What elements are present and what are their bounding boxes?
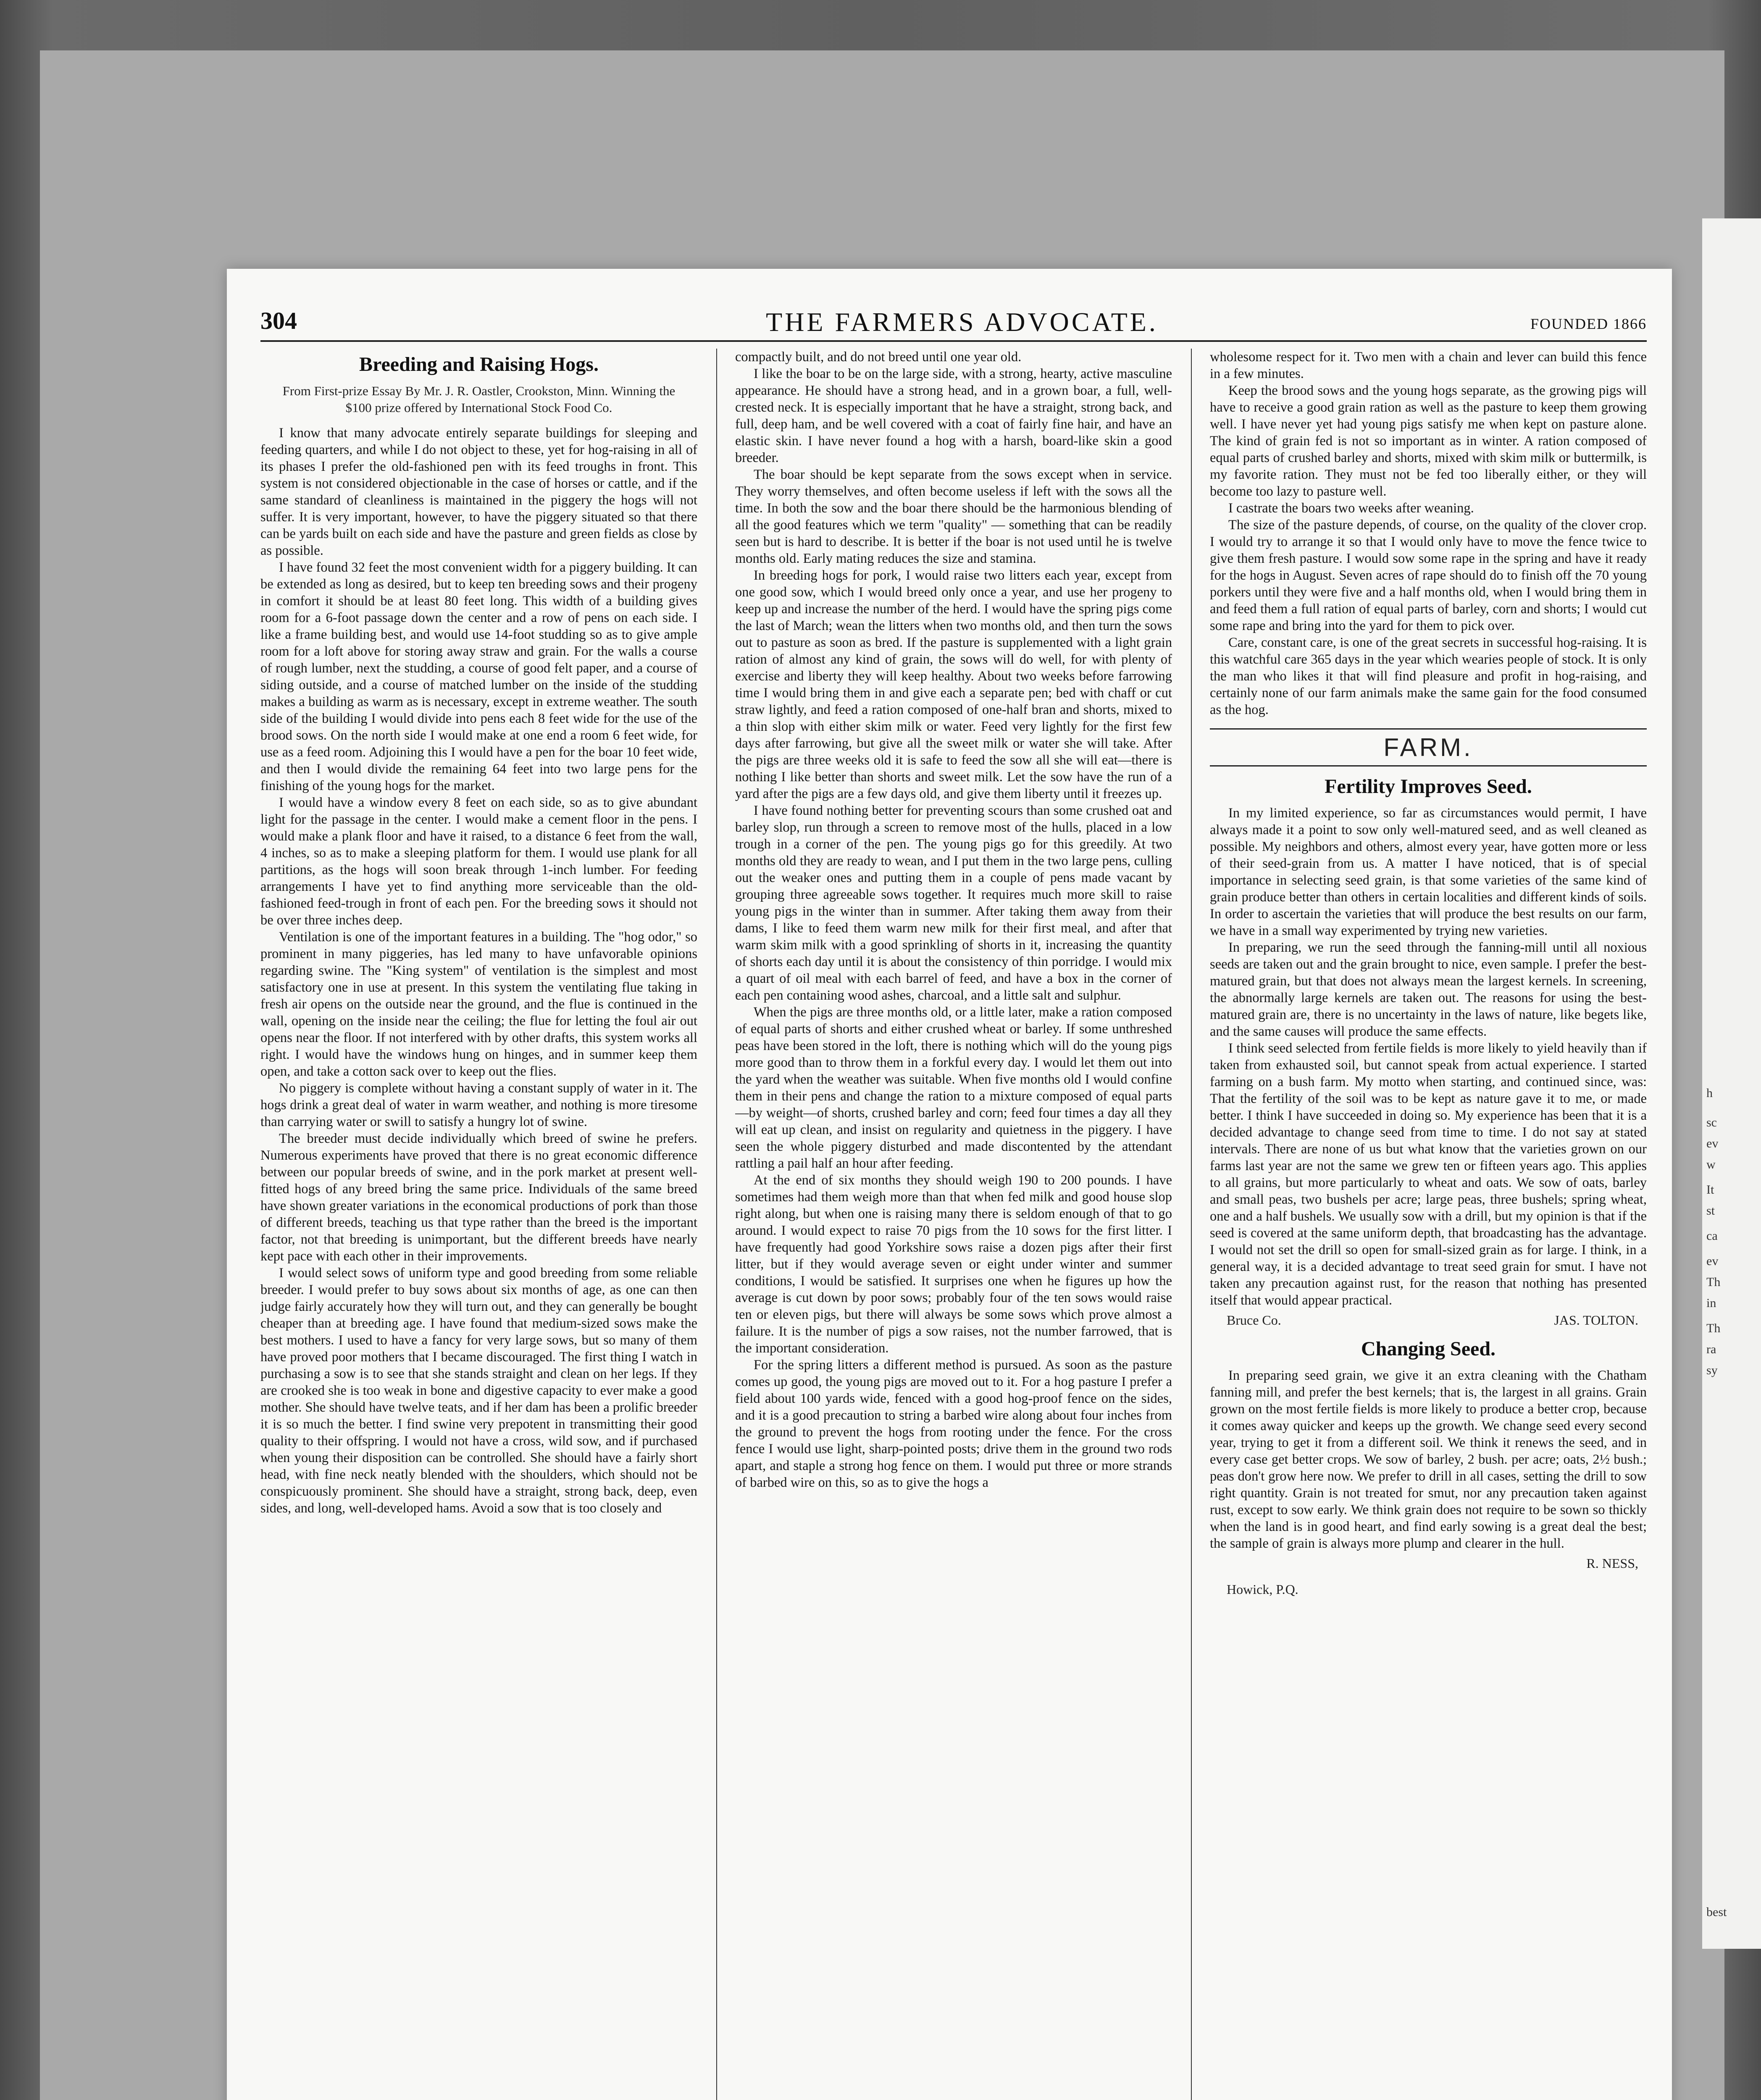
edge-fragment: It <box>1706 1183 1714 1197</box>
paragraph: No piggery is complete without having a constant supply of water in it. The hogs drink a great deal of water in warm weather, and nothing is more tiresome than carrying water or swill to satisfy a hungry lot of swine. <box>260 1081 697 1129</box>
edge-fragment: ev <box>1706 1254 1719 1268</box>
paragraph: I like the boar to be on the large side, with a strong, hearty, active masculine appearance. He should have a strong head, and in a grown boar, a full, well-crested neck. It is especially important that he have a straight, strong back, and full, deep ham, and be well covered with a coat of fairly fine hair, and have an elastic skin. I have never found a hog with a harsh, board-like skin a good breeder. <box>735 366 1172 465</box>
edge-fragment: Th <box>1706 1321 1721 1335</box>
article-headline: Fertility Improves Seed. <box>1325 775 1532 798</box>
article-headline: Breeding and Raising Hogs. <box>359 353 599 375</box>
paragraph: I have found 32 feet the most convenient width for a piggery building. It can be extended as long as desired, but to keep ten breeding sows and their progeny in comfort it should be at least 80 feet long. This width of a building gives room for a 6-foot passage down the center and a row of pens on each side. I like a frame building best, and would use 14-foot studding so as to give ample room for a loft above for storing away straw and grain. For the walls a course of rough lumber, next the studding, a course of good felt paper, and a course of siding outside, and a course of matched lumber on the inside of the studding makes a building as warm as is necessary, except in extreme weather. The south side of the building I would divide into pens each 8 feet wide for the use of the brood sows. On the north side I would make at one end a room 6 feet wide, for use as a feed room. Adjoining this I would have a pen for the boar 10 feet wide, and then I would divide the remaining 64 feet into two large pens for the finishing of the young hogs for the market. <box>260 560 697 793</box>
signature-name: JAS. TOLTON. <box>1554 1312 1638 1328</box>
paragraph: At the end of six months they should weigh 190 to 200 pounds. I have sometimes had them weigh more than that when fed milk and good house slop right along, but when one is raising many there is seldom enough of that to go around. I would expect to raise 70 pigs from the 10 sows for the first litter. I have frequently had good Yorkshire sows raise a dozen pigs after their first litter, but if they would average seven or eight under winter and summer conditions, I would be satisfied. It surprises one when he figures up how the average is cut down by poor sows; probably four of the ten sows would raise ten or eleven pigs, but there will always be some sows which prove almost a failure. It is the number of pigs a sow raises, not the number farrowed, that is the important consideration. <box>735 1173 1172 1356</box>
paragraph: For the spring litters a different method is pursued. As soon as the pasture comes up good, the young pigs are moved out to it. For a hog pasture I prefer a field about 100 yards wide, fenced with a good hog-proof fence on the sides, and it is a good precaution to string a barbed wire along about four inches from the ground to prevent the hogs from rooting under the fence. For the cross fence I would use light, sharp-pointed posts; drive them in the ground two rods apart, and staple a strong hog fence on them. I would put three or more strands of barbed wire on this, so as to give the hogs a <box>735 1357 1172 1490</box>
paragraph: In my limited experience, so far as circumstances would permit, I have always made it a point to sow only well-matured seed, and as well cleaned as possible. My neighbors and others, almost every year, have gotten more or less of their seed-grain from us. A matter I have noticed, that is of special importance in selecting seed grain, is that some varieties of the same kind of grain produce better than others in certain localities and different kinds of soils. In order to ascertain the varieties that will produce the best results on our farm, we have in a small way experimented by trying new varieties. <box>1210 806 1647 938</box>
paragraph: In breeding hogs for pork, I would raise two litters each year, except from one good sow, which I would breed only once a year, and use her progeny to keep up and increase the number of the herd. I would have the spring pigs come the last of March; wean the litters when two months old, and then turn the sows out to pasture as soon as bred. If the pasture is supplemented with a light grain ration of almost any kind of grain, the sows will do well, for with plenty of exercise and liberty they will keep healthy. About two weeks before farrowing time I would bring them in and give each a separate pen; bed with chaff or cut straw lightly, and feed a ration composed of one-half bran and shorts, mixed to a thin slop with either skim milk or water. Feed very lightly for the first few days after farrowing, but give all the sweet milk or water she will take. After the pigs are three weeks old it is safe to feed the sow all she will eat—there is nothing I like better than shorts and sweet milk. Let the sow have the run of a yard after the pigs are a few days old, and give them liberty until it freezes up. <box>735 568 1172 801</box>
column-rule <box>716 349 717 2100</box>
signature-place: Bruce Co. <box>1227 1312 1281 1328</box>
article-signature <box>1227 1311 1638 1329</box>
paragraph: I know that many advocate entirely separate buildings for sleeping and feeding quarters, and while I do not object to these, yet for hog-raising in all of its phases I prefer the old-fashioned pen with its feed troughs in front. This system is not considered objectionable in the case of horses or cattle, and if the same standard of cleanliness is maintained in the piggery the hogs will not suffer. It is very important, however, to have the piggery situated so that there can be yards built on each side and have the pasture and green fields as close by as possible. <box>260 425 697 558</box>
paragraph: The boar should be kept separate from the sows except when in service. They worry themselves, and often become useless if left with the sows all the time. In both the sow and the boar there should be the harmonious blending of all the good features which we term "quality" — something that can be readily seen but is hard to describe. It is better if the boar is not used until he is twelve months old. Early mating reduces the size and stamina. <box>735 467 1172 566</box>
edge-fragment: st <box>1706 1204 1715 1218</box>
paragraph: In preparing, we run the seed through the fanning-mill until all noxious seeds are taken out and the grain brought to nice, even sample. I prefer the best-matured grain, but that does not always mean the largest kernels. In screening, the abnormally large kernels are taken out. The reasons for using the best-matured grain are, there is no uncertainty in the laws of nature, like begets like, and the same causes will produce the same effects. <box>1210 940 1647 1039</box>
column-2 <box>735 349 1172 2100</box>
edge-fragment: sc <box>1706 1116 1717 1129</box>
newspaper-page <box>227 269 1672 2100</box>
header-rule <box>260 340 1647 342</box>
article-columns <box>260 349 1647 2100</box>
paragraph: I think seed selected from fertile fields is more likely to yield heavily than if taken from exhausted soil, but cannot speak from actual experience. I started farming on a bush farm. My motto when starting, and continued since, was: That the fertility of the soil was to be kept as nature gave it to me, or made better. I think I have succeeded in doing so. My experience has been that it is a decided advantage to change seed from time to time. I do not say at stated intervals. There are none of us but what know that the varieties grown on our farms last year are not the same we grew ten or fifteen years ago. This applies to all grains, but more particularly to wheat and oats. We sow of oats, barley and small peas, two bushels per acre; large peas, three bushels; spring wheat, one and a half bushels. We usually sow with a drill, but my opinion is that if the seed is covered at the same uniform depth, that broadcasting has the advantage. I would not set the drill so open for small-sized grain as for large. I think, in a general way, it is a decided advantage to treat seed grain for smut. I have not taken any precaution against rust, for the reason that nothing has presented itself that would appear practical. <box>1210 1041 1647 1308</box>
column-rule <box>1191 349 1192 2100</box>
article-headline: Changing Seed. <box>1361 1338 1496 1360</box>
edge-fragment: h <box>1706 1086 1713 1100</box>
article-byline: From First-prize Essay By Mr. J. R. Oastler, Crookston, Minn. Winning the $100 prize offered by International Stock Food Co. <box>282 383 675 415</box>
paragraph: When the pigs are three months old, or a little later, make a ration composed of equal parts of shorts and either crushed wheat or barley. If some unthreshed peas have been stored in the loft, there is nothing which will do the young pigs more good than to throw them in a forkful every day. I would let them out into the yard when the weather was suitable. When five months old I would confine them in their pens and change the ration to a mixture composed of equal parts—by weight—of shorts, crushed barley and corn; feed four times a day all they will eat up clean, and insist on regularity and quietness in the piggery. I have seen the whole piggery disturbed and made discontented by the attendant rattling a pail half an hour after feeding. <box>735 1005 1172 1171</box>
edge-fragment: ra <box>1706 1342 1716 1356</box>
paragraph: I would have a window every 8 feet on each side, so as to give abundant light for the passage in the center. I would make a cement floor in the pens. I would make a plank floor and have it raised, to a distance 6 feet from the wall, 4 inches, so as to make a sleeping platform for them. I would use plank for all partitions, as the hogs will soon break through 1-inch lumber. For feeding arrangements I have yet to find anything more serviceable than the old-fashioned feed-trough in front of each pen. For the breeding sows it should not be over three inches deep. <box>260 795 697 928</box>
signature-place: Howick, P.Q. <box>1227 1582 1298 1597</box>
paragraph: I would select sows of uniform type and good breeding from some reliable breeder. I would prefer to buy sows about six months of age, as one can then judge fairly accurately how they will turn out, and they can generally be bought cheaper than at breeding age. I have found that medium-sized sows make the best mothers. I used to have a fancy for very large sows, but so many of them have proved poor mothers that I became discouraged. The first thing I watch in purchasing a sow is to see that she stands straight and clean on her legs. If they are crooked she is too weak in bone and digestive capacity to ever make a good mother. She should have twelve teats, and if her dam has been a prolific breeder it is so much the better. I find swine very prepotent in transmitting their good quality to their offspring. I would not have a cross, wild sow, and if purchased when young their disposition can be controlled. She should have a fairly short head, with fine neck neatly blended with the shoulders, which should not be conspicuously prominent. She should have a straight, strong back, deep, even sides, and long, well-developed hams. Avoid a sow that is too closely and <box>260 1265 697 1516</box>
paragraph: I have found nothing better for preventing scours than some crushed oat and barley slop, run through a screen to remove most of the hulls, placed in a low trough in a corner of the pen. The young pigs go for this greedily. At two months old they are ready to wean, and I put them in the two large pens, culling out the weaker ones and putting them in a couple of pens made vacant by grouping three agreeable sows together. It requires much more skill to raise young pigs in the winter than in summer. After taking them away from their dams, I like to feed them warm new milk for their first meal, and after that warm skim milk with a good sprinkling of shorts in it, increasing the quantity of shorts each day until it is about the consistency of thin porridge. I would mix a quart of oil meal with each barrel of feed, and have a box in the corner of each pen containing wood ashes, charcoal, and a little salt and sulphur. <box>735 803 1172 1003</box>
paragraph: In preparing seed grain, we give it an extra cleaning with the Chatham fanning mill, and prefer the best kernels; that is, the largest in all grains. Grain grown on the most fertile fields is more likely to produce a better crop, because it comes away quicker and keeps up the growth. We change seed every second year, trying to get it from a different soil. We think it renews the seed, and in every case get better crops. We sow of barley, 2 bush. per acre; oats, 2½ bush.; peas don't grow here now. We prefer to drill in all cases, setting the drill to sow right quantity. Grain is not treated for smut, nor any precaution taken against rust, except to sow early. We think grain does not require to be sown so thickly when the land is in good heart, and find early sowing is a great deal the best; the sample of grain is always more plump and clearer in the hull. <box>1210 1368 1647 1551</box>
article-signature <box>1227 1554 1638 1572</box>
paragraph: The breeder must decide individually which breed of swine he prefers. Numerous experiments have proved that there is no great economic difference between our popular breeds of swine, and in the pork market at present well-fitted hogs of any breed bring the same price. Individuals of the same breed have shown greater variations in the economical productions of pork than those of different breeds, teaching us that type rather than the breed is the important factor, not that breeding is unimportant, but the different breeds have nearly kept pace with each other in their improvements. <box>260 1131 697 1264</box>
paragraph: Keep the brood sows and the young hogs separate, as the growing pigs will have to receive a good grain ration as well as the pasture to keep them growing well. I have never yet had young pigs satisfy me when kept on pasture alone. The kind of grain fed is not so important as in winter. A ration composed of equal parts of crushed barley and shorts, mixed with skim milk or buttermilk, is my favorite ration. They must not be fed too liberally either, or they will become too lazy to pasture well. <box>1210 383 1647 499</box>
edge-fragment: ca <box>1706 1229 1718 1243</box>
column-1 <box>260 349 697 2100</box>
edge-fragment: w <box>1706 1158 1716 1171</box>
section-heading-farm: FARM. <box>1210 728 1647 766</box>
paragraph: I castrate the boars two weeks after weaning. <box>1228 501 1474 516</box>
paragraph: The size of the pasture depends, of course, on the quality of the clover crop. I would try to arrange it so that I would only have to move the fence twice to give them fresh pasture. I would sow some rape in the spring and have it ready for the hogs in August. Seven acres of rape should do to finish off the 70 young porkers until they were five and a half months old, when I would bring them in and feed them a full ration of equal parts of barley, corn and shorts; I would cut some rape and bring into the yard for them to pick over. <box>1210 517 1647 633</box>
edge-fragment: in <box>1706 1296 1716 1310</box>
paragraph: wholesome respect for it. Two men with a chain and lever can build this fence in a few minutes. <box>1210 349 1647 381</box>
edge-fragment: best <box>1706 1905 1727 1919</box>
column-3 <box>1210 349 1647 2100</box>
edge-fragment: Th <box>1706 1275 1721 1289</box>
masthead-title: THE FARMERS ADVOCATE. <box>766 307 1158 337</box>
adjacent-page-edge <box>1702 218 1761 1949</box>
paragraph: Ventilation is one of the important features in a building. The "hog odor," so prominent in many piggeries, has led many to have unfavorable opinions regarding swine. The "King system" of ventilation is the simplest and most satisfactory one in use at present. In this system the ventilating flue taking in fresh air opens on the outside near the ground, and the flue is continued in the wall, opening on the inside near the ceiling; the flue for letting the foul air out opens near the floor. If not interfered with by other drafts, this system works all right. I would have the windows hung on hinges, and in summer keep them open, and take a cotton sack over to keep out the flies. <box>260 929 697 1079</box>
founded-label: FOUNDED 1866 <box>1530 315 1647 332</box>
page-number: 304 <box>260 307 297 334</box>
signature-name: R. NESS, <box>1586 1556 1638 1571</box>
paragraph: compactly built, and do not breed until one year old. <box>735 349 1022 365</box>
edge-fragment: ev <box>1706 1137 1719 1150</box>
paragraph: Care, constant care, is one of the great secrets in successful hog-raising. It is this watchful care 365 days in the year which wearies people of stock. It is only the man who likes it that will find pleasure and profit in hog-raising, and certainly none of our farm animals make the same gain for the food consumed as the hog. <box>1210 635 1647 717</box>
edge-fragment: sy <box>1706 1363 1718 1377</box>
